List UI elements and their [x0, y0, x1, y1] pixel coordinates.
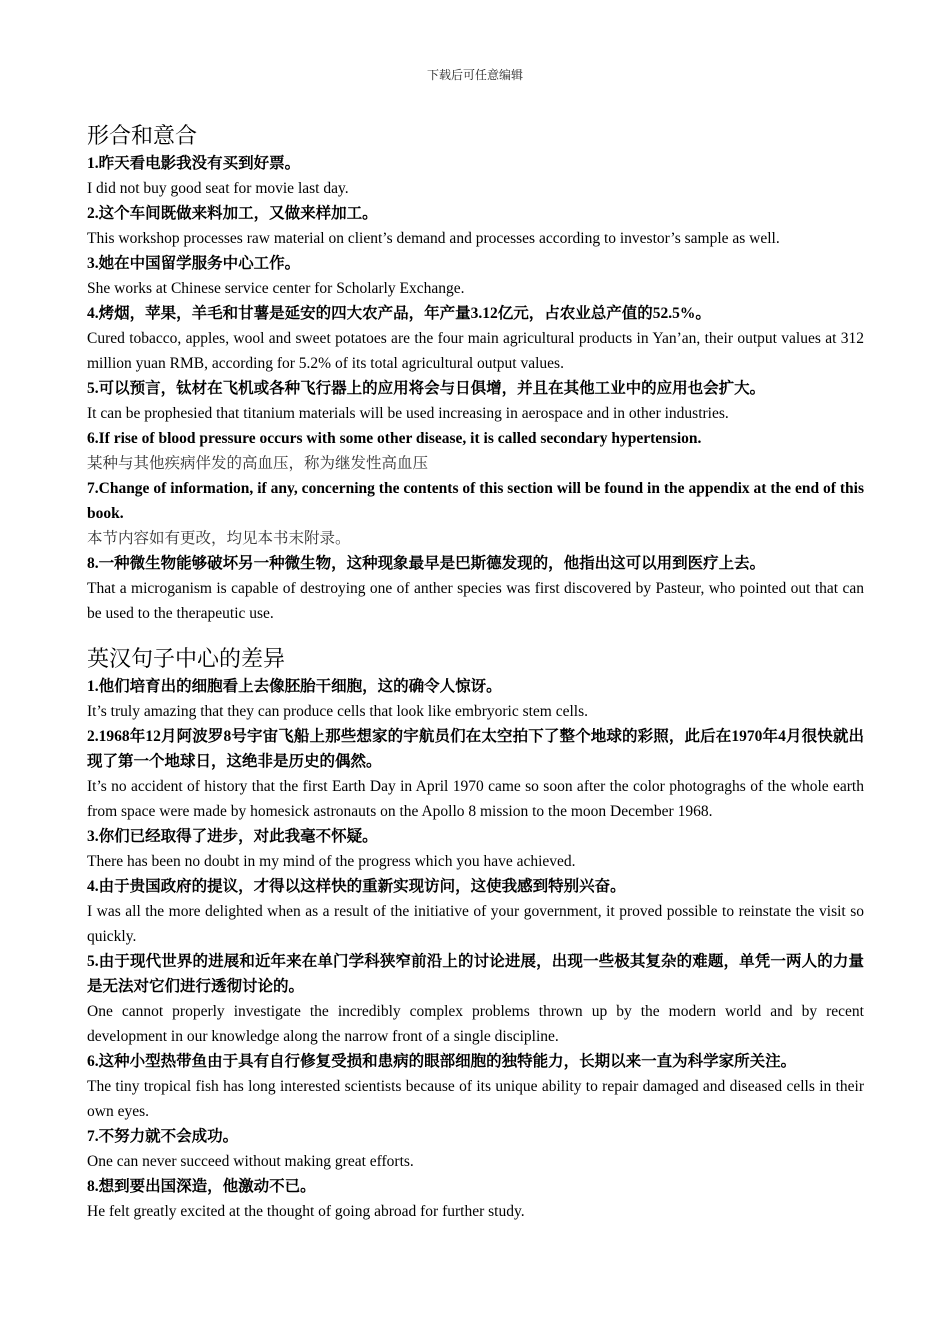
question-7: 7.Change of information, if any, concerning the contents of this section will be found in the appendix at the end of this book.	[87, 480, 864, 522]
section-form-meaning	[87, 121, 864, 626]
question-7: 7.不努力就不会成功。	[87, 1128, 239, 1145]
answer-6: 某种与其他疾病伴发的高血压，称为继发性高血压	[87, 455, 429, 472]
answer-4: I was all the more delighted when as a result of the initiative of your government, it proved possible to reinstate the visit so quickly.	[87, 903, 864, 945]
answer-7: 本节内容如有更改，均见本书末附录。	[87, 530, 351, 547]
question-8: 8.一种微生物能够破坏另一种微生物，这种现象最早是巴斯德发现的，他指出这可以用到医疗上去。	[87, 555, 766, 572]
answer-2: This workshop processes raw material on client’s demand and processes according to investor’s sample as well.	[87, 230, 780, 247]
answer-8: He felt greatly excited at the thought of going abroad for further study.	[87, 1203, 525, 1220]
answer-5: One cannot properly investigate the incredibly complex problems thrown up by the modern world and by recent development in our knowledge along the narrow front of a single discipline.	[87, 1003, 864, 1045]
section-sentence-focus	[87, 644, 864, 1224]
answer-5: It can be prophesied that titanium materials will be used increasing in aerospace and in other industries.	[87, 405, 729, 422]
answer-8: That a microganism is capable of destroying one of anther species was first discovered by Pasteur, who pointed out that can be used to the therapeutic use.	[87, 580, 864, 622]
question-6: 6.If rise of blood pressure occurs with some other disease, it is called secondary hypertension.	[87, 430, 702, 447]
question-1: 1.他们培育出的细胞看上去像胚胎干细胞，这的确令人惊讶。	[87, 678, 502, 695]
question-5: 5.由于现代世界的进展和近年来在单门学科狭窄前沿上的讨论进展，出现一些极其复杂的难题，单凭一两人的力量是无法对它们进行透彻讨论的。	[87, 953, 864, 995]
section-title: 英汉句子中心的差异	[87, 646, 286, 671]
answer-1: I did not buy good seat for movie last day.	[87, 180, 349, 197]
question-5: 5.可以预言，钛材在飞机或各种飞行器上的应用将会与日俱增，并且在其他工业中的应用也会扩大。	[87, 380, 766, 397]
question-2: 2.1968年12月阿波罗8号宇宙飞船上那些想家的宇航员们在太空拍下了整个地球的彩照，此后在1970年4月很快就出现了第一个地球日，这绝非是历史的偶然。	[87, 728, 864, 770]
answer-7: One can never succeed without making great efforts.	[87, 1153, 414, 1170]
question-3: 3.她在中国留学服务中心工作。	[87, 255, 301, 272]
question-3: 3.你们已经取得了进步，对此我毫不怀疑。	[87, 828, 378, 845]
answer-3: There has been no doubt in my mind of the progress which you have achieved.	[87, 853, 576, 870]
question-8: 8.想到要出国深造，他激动不已。	[87, 1178, 316, 1195]
answer-3: She works at Chinese service center for Scholarly Exchange.	[87, 280, 465, 297]
answer-1: It’s truly amazing that they can produce cells that look like embryoric stem cells.	[87, 703, 589, 720]
page-header: 下载后可任意编辑	[426, 68, 523, 82]
question-6: 6.这种小型热带鱼由于具有自行修复受损和患病的眼部细胞的独特能力，长期以来一直为科学家所关注。	[87, 1053, 797, 1070]
answer-6: The tiny tropical fish has long interested scientists because of its unique ability to repair damaged and diseased cells in their own eyes.	[87, 1078, 864, 1120]
question-4: 4.由于贵国政府的提议，才得以这样快的重新实现访问，这使我感到特别兴奋。	[87, 878, 626, 895]
answer-2: It’s no accident of history that the first Earth Day in April 1970 came so soon after the color photograghs of the whole earth from space were made by homesick astronauts on the Apollo 8 mission to the moon December 1968.	[87, 778, 864, 820]
answer-4: Cured tobacco, apples, wool and sweet potatoes are the four main agricultural products in Yan’an, their output values at 312 million yuan RMB, according for 5.2% of its total agricultural output values.	[87, 330, 864, 372]
question-1: 1.昨天看电影我没有买到好票。	[87, 155, 301, 172]
question-2: 2.这个车间既做来料加工，又做来样加工。	[87, 205, 378, 222]
question-4: 4.烤烟，苹果，羊毛和甘薯是延安的四大农产品，年产量3.12亿元，占农业总产值的52.5%。	[87, 305, 711, 322]
section-title: 形合和意合	[87, 123, 198, 148]
